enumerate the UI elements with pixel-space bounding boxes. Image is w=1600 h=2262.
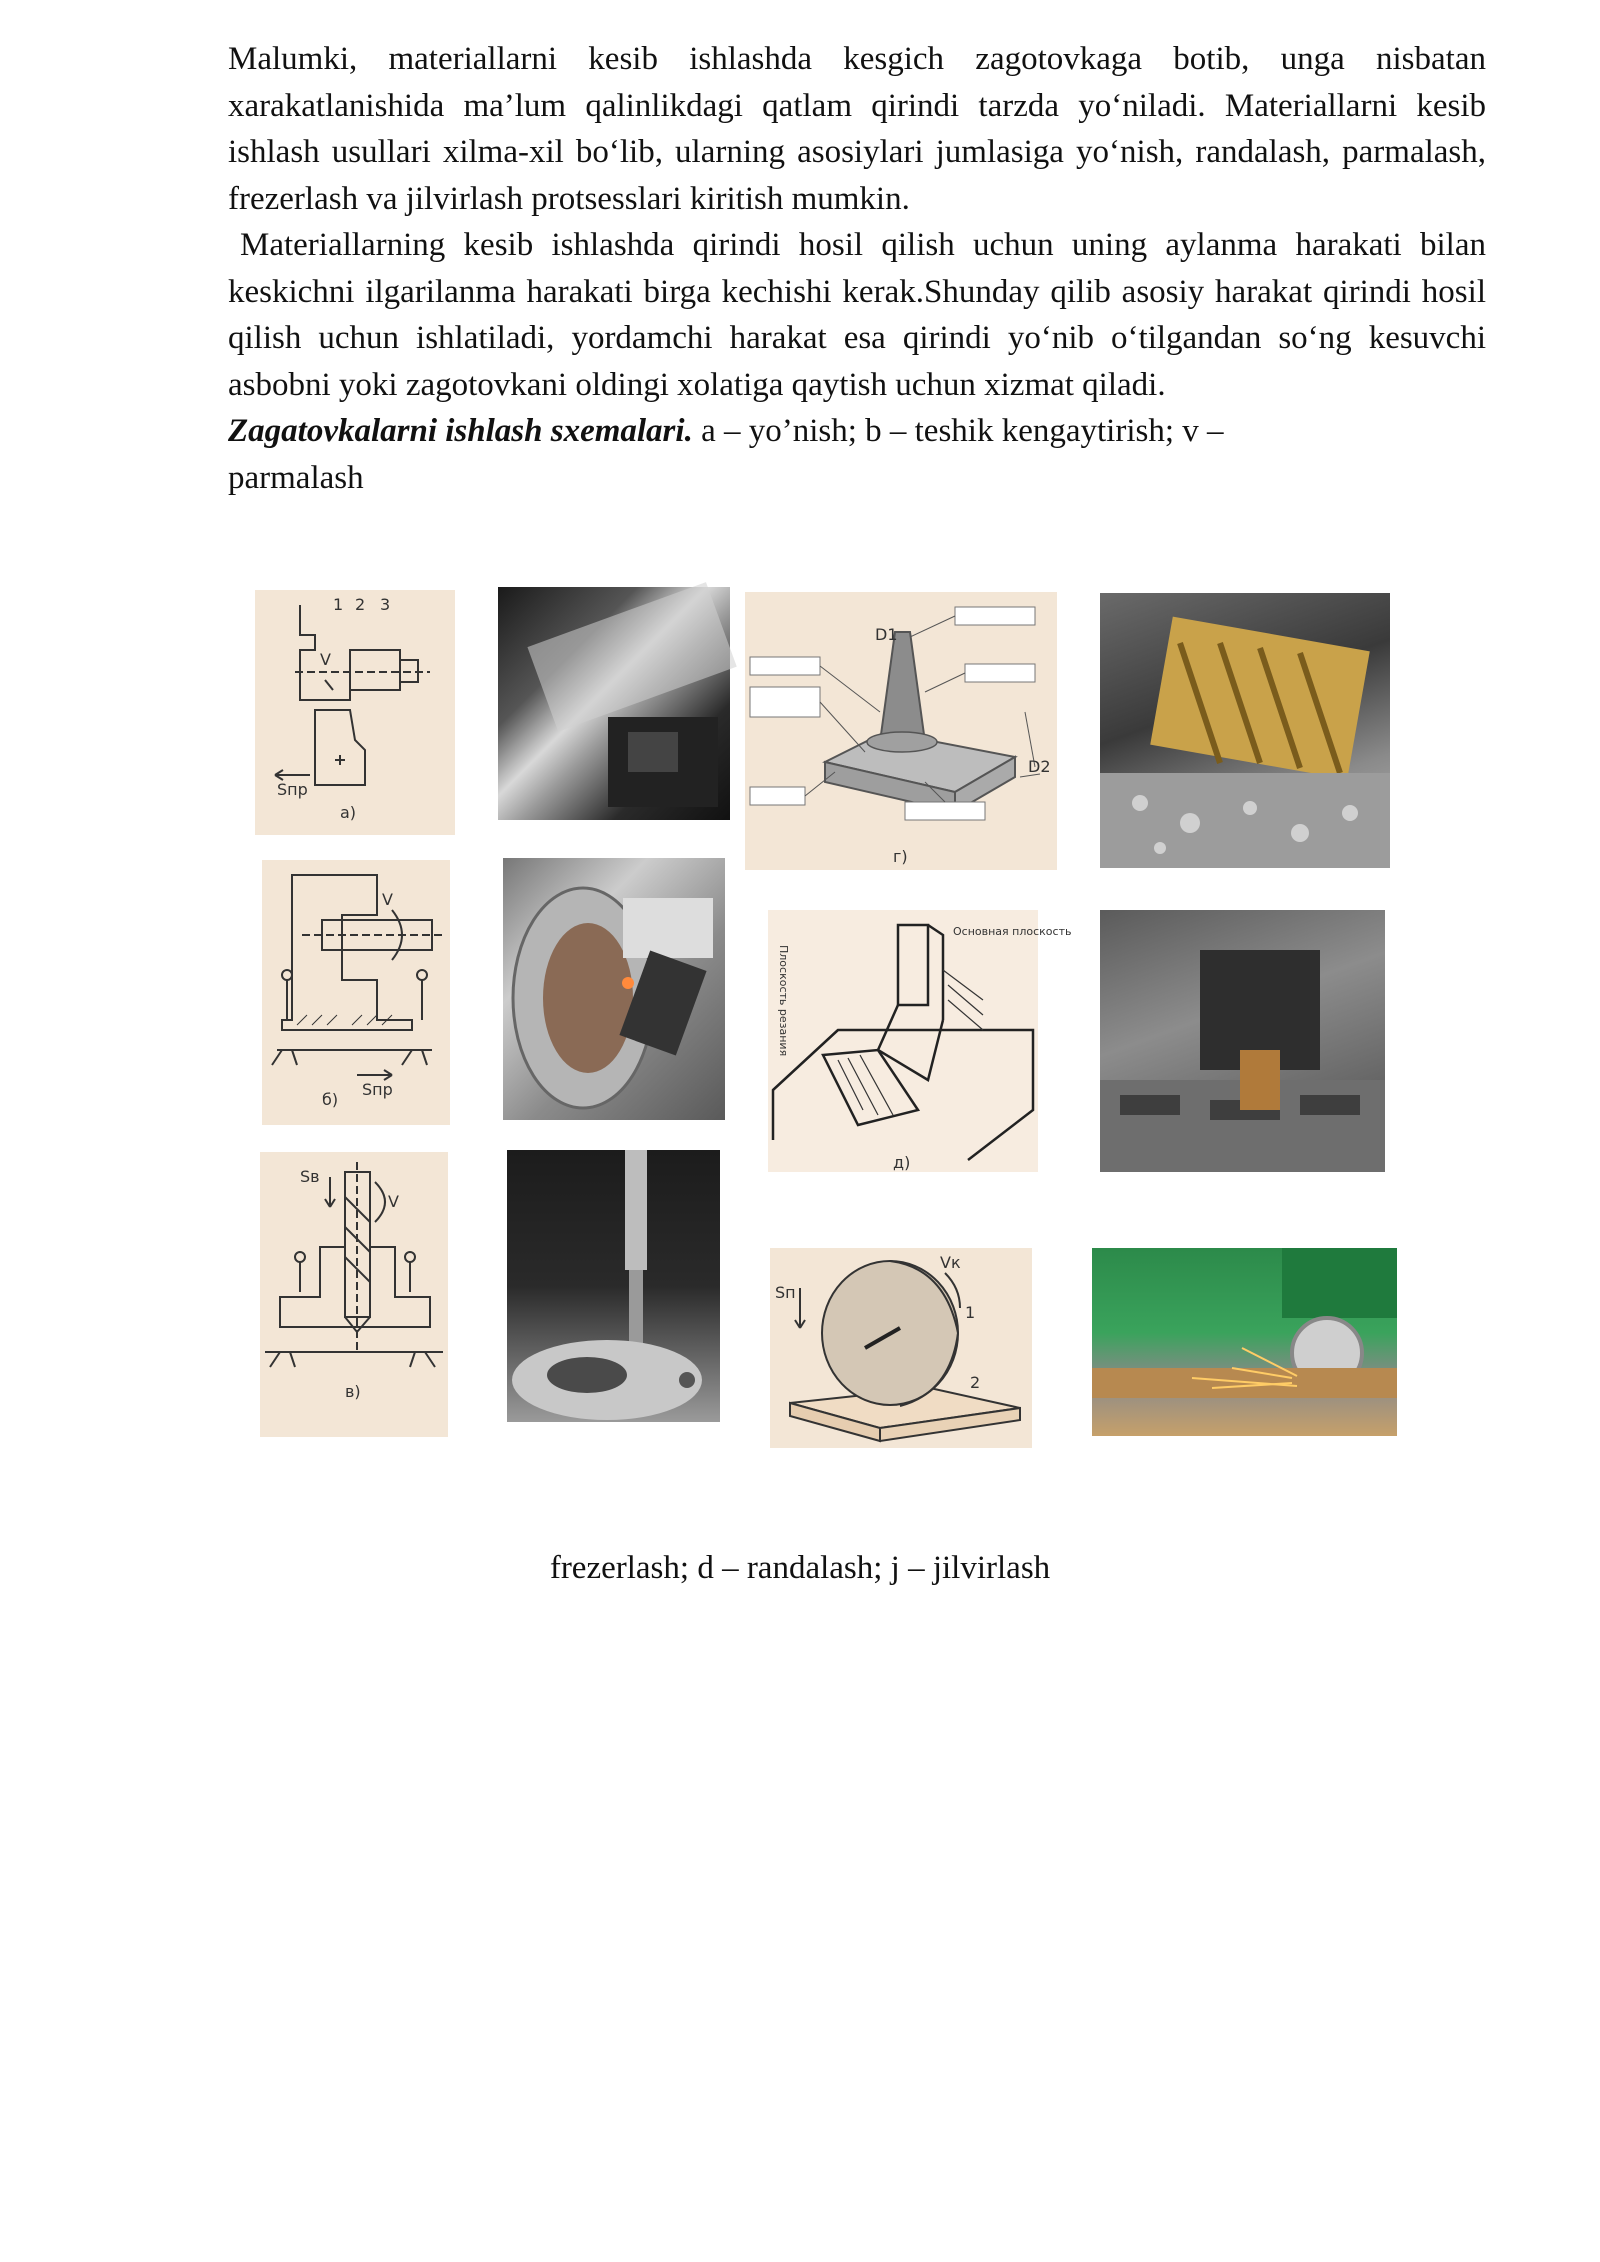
planing-photo-svg — [1100, 910, 1385, 1172]
turning-diagram-svg — [255, 590, 455, 835]
label-2: 2 — [355, 595, 366, 614]
caption-part-1: a – yo’nish; b – teshik kengaytirish; v – — [692, 413, 1224, 449]
label-2-g: 2 — [970, 1373, 981, 1392]
label-spr-a: Sпр — [277, 780, 308, 799]
label-d1: D1 — [875, 625, 898, 644]
boring-diagram — [262, 860, 450, 1125]
drilling-photo-svg — [507, 1150, 720, 1422]
label-b: б) — [322, 1090, 339, 1109]
label-1-g: 1 — [965, 1303, 976, 1322]
grinding-diagram-svg — [770, 1248, 1032, 1448]
machining-schemes-figure — [240, 580, 1420, 1480]
boring-photo — [503, 858, 725, 1120]
planing-diagram-svg — [768, 910, 1072, 1172]
label-v-fig: в) — [345, 1382, 361, 1401]
drilling-diagram-svg — [260, 1152, 448, 1437]
milling-part-diagram — [745, 592, 1057, 870]
paragraph-1: Malumki, materiallarni kesib ishlashda kesgich zagotovkaga botib, unga nisbatan xarakatlanishida ma’lum qalinlikdagi qatlam qirindi tarzda yo‘niladi. Materiallarni kesib ishlash usullari xilma-xil bo‘lib, ularning asosiylari jumlasiga yo‘nish, randalash, parmalash, frezerlash va jilvirlash protsesslari kiritish mumkin. — [228, 41, 1486, 217]
figure-caption-end: frezerlash; d – randalash; j – jilvirlash — [549, 1550, 1051, 1586]
label-base-plane: Основная плоскость — [953, 925, 1072, 938]
label-d: д) — [893, 1153, 911, 1172]
grinding-diagram — [770, 1248, 1032, 1448]
grinding-photo-svg — [1092, 1248, 1397, 1436]
label-1: 1 — [333, 595, 344, 614]
label-spr-b: Sпр — [362, 1080, 393, 1099]
turning-photo — [498, 587, 730, 820]
boring-diagram-svg — [262, 860, 450, 1125]
label-sv: Sв — [300, 1167, 320, 1186]
milling-part-svg — [745, 592, 1057, 870]
label-plane: Плоскость резания — [777, 945, 790, 1057]
label-vk: Vк — [940, 1253, 961, 1272]
drilling-photo — [507, 1150, 720, 1422]
label-a: а) — [340, 803, 357, 822]
label-d2: D2 — [1028, 757, 1051, 776]
planing-diagram — [768, 910, 1072, 1172]
label-v: V — [320, 650, 331, 669]
label-v-b: V — [382, 890, 393, 909]
drilling-diagram — [260, 1152, 448, 1437]
label-sp-g: Sп — [775, 1283, 796, 1302]
turning-diagram — [255, 590, 455, 835]
label-g: г) — [893, 847, 908, 866]
label-v-v: V — [388, 1192, 399, 1211]
figure-caption-start — [228, 408, 1486, 501]
body-text — [228, 36, 1486, 501]
milling-photo-svg — [1100, 593, 1390, 868]
grinding-photo — [1092, 1248, 1397, 1436]
caption-part-2: parmalash — [228, 459, 364, 496]
label-3: 3 — [380, 595, 391, 614]
paragraph-2: Materiallarning kesib ishlashda qirindi hosil qilish uchun uning aylanma harakati bilan keskichni ilgarilanma harakati birga kechishi kerak.Shunday qilib asosiy harakat qirindi hosil qilish uchun ishlatiladi, yordamchi harakat esa qirindi yo‘nib o‘tilgandan so‘ng kesuvchi asbobni yoki zagotovkani oldingi xolatiga qaytish uchun xizmat qiladi. — [228, 227, 1486, 403]
caption-title: Zagatovkalarni ishlash sxemalari. — [228, 413, 693, 449]
milling-photo — [1100, 593, 1390, 868]
planing-photo — [1100, 910, 1385, 1172]
boring-photo-svg — [503, 858, 725, 1120]
turning-photo-svg — [498, 587, 730, 820]
